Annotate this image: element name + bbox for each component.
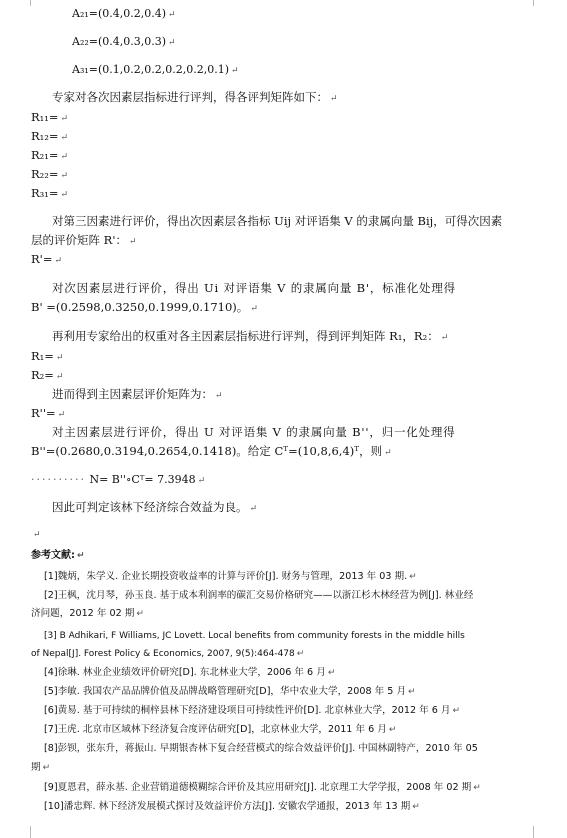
third-factor-line-1 [52,214,502,228]
reference-item [44,571,417,583]
reference-text: [9]夏恩君，薛永基. 企业营销道德模糊综合评价及其应用研究[J]. 北京理工大学学报，2008 年 02 期 [44,782,472,793]
matrix-label: R₂₂= [31,167,59,181]
paragraph-mark: ↵ [54,256,63,266]
reference-text: 期 [31,762,41,773]
reference-item [44,705,460,717]
equation-a22 [72,35,176,50]
matrix-label: R₁= [31,349,54,363]
reference-text: [7]王虎. 北京市区域林下经济复合度评估研究[D]，北京林业大学，2011 年 6 月 [44,724,387,735]
reference-text: [6]黄易. 基于可持续的桐梓县林下经济建设项目可持续性评价[D]. 北京林业大学，2012 年 6 月 [44,705,451,716]
formula-line [31,473,205,488]
reference-text: [2]王枫，沈月琴，孙玉良. 基于成本利润率的碳汇交易价格研究——以浙江杉木林经营为例[J]. 林业经 [44,590,474,601]
reference-item [44,724,396,736]
paragraph-text: 对第三因素进行评价，得出次因素层各指标 Uij 对评语集 V 的隶属向量 Bij，可得次因素 [52,214,503,228]
paragraph-text: 再利用专家给出的权重对各主因素层指标进行评判，得到评判矩阵 R₁，R₂： [52,329,439,343]
matrix-r11 [31,110,68,126]
paragraph-mark: ↵ [60,133,69,143]
matrix-r2 [31,368,63,384]
paragraph-mark: ↵ [296,649,305,659]
matrix-r21 [31,148,68,164]
paragraph-mark: ↵ [250,304,258,314]
equation-a31 [72,63,239,78]
matrix-label: R''= [31,406,56,420]
paragraph-mark: ↵ [249,504,258,514]
paragraph-mark: ↵ [231,66,239,76]
reference-item [44,782,481,794]
secondary-eval-line-2 [31,300,258,316]
paragraph-text: B' =(0.2598,0.3250,0.1999,0.1710)。 [31,300,249,314]
expert-intro-paragraph [52,90,338,106]
paragraph-text: 对主因素层进行评价，得出 U 对评语集 V 的隶属向量 B''，归一化处理得 [52,425,456,439]
third-factor-line-2 [31,233,137,249]
reference-text: [1]魏炳，朱学义. 企业长期投资收益率的计算与评价[J]. 财务与管理，2013 年 03 期. [44,571,408,582]
matrix-r1 [31,349,63,365]
paragraph-mark: ↵ [128,237,137,247]
reference-text: [10]潘忠辉. 林下经济发展模式探讨及效益评价方法[J]. 安徽农学通报，2013 年 13 期 [44,801,411,812]
equation-text: A₃₁=(0.1,0.2,0.2,0.2,0.2,0.1) [72,63,230,76]
reuse-paragraph [52,329,448,345]
paragraph-text: 对次因素层进行评价，得出 Ui 对评语集 V 的隶属向量 B'，标准化处理得 [52,281,456,295]
references-title: 参考文献: [31,550,75,561]
paragraph-mark: ↵ [60,152,69,162]
reference-item [44,590,473,602]
matrix-r-prime [31,252,62,268]
paragraph-mark: ↵ [42,763,51,773]
paragraph-mark: ↵ [60,171,69,181]
paragraph-mark: ↵ [60,190,69,200]
reference-item [44,630,465,642]
matrix-label: R₁₁= [31,110,59,124]
reference-item-continued [31,608,144,620]
reference-text: [5]李敏. 我国农产品品牌价值及品牌战略管理研究[D]，华中农业大学，2008 年 5 月 [44,686,407,697]
reference-text: [8]彭钡，张东升，蒋振山. 早期银杏林下复合经营模式的综合效益评价[J]. 中国林副特产，2010 年 05 [44,743,478,754]
reference-item [44,667,335,679]
paragraph-mark: ↵ [197,476,206,486]
paragraph-mark: ↵ [55,353,64,363]
paragraph-mark: ↵ [452,706,461,716]
paragraph-mark: ↵ [327,668,336,678]
equation-text: A₂₁=(0.4,0.2,0.4) [72,7,167,20]
paragraph-mark: ↵ [384,448,392,458]
secondary-eval-line-1 [52,281,456,295]
paragraph-mark: ↵ [412,802,420,812]
paragraph-mark: ↵ [57,410,66,420]
reference-item-continued [31,648,304,660]
main-matrix-intro [52,387,223,403]
reference-item [44,743,478,755]
page-corner-top-left [24,0,31,6]
matrix-r-double [31,406,65,422]
references-heading [31,549,85,563]
matrix-label: R₂= [31,368,54,382]
paragraph-mark: ↵ [440,333,449,343]
conclusion-paragraph [52,500,257,516]
reference-text: 济问题，2012 年 02 期 [31,608,135,619]
reference-item-continued [31,762,50,774]
matrix-r31 [31,186,68,202]
paragraph-text: 层的评价矩阵 R'： [31,233,127,247]
paragraph-mark: ↵ [33,530,41,540]
paragraph-mark: ↵ [55,372,64,382]
paragraph-mark: ↵ [408,687,416,697]
empty-paragraph [31,526,41,542]
reference-item [44,801,420,813]
formula-leader-dots: ·········· [31,473,86,486]
paragraph-mark: ↵ [168,10,176,20]
reference-item [44,686,416,698]
paragraph-mark: ↵ [409,572,417,582]
matrix-r12 [31,129,68,145]
page-corner-bottom-left [24,826,31,838]
matrix-label: R'= [31,252,53,266]
paragraph-mark: ↵ [388,725,397,735]
paragraph-mark: ↵ [473,783,481,793]
equation-a21 [72,7,176,22]
equation-text: A₂₂=(0.4,0.3,0.3) [72,35,167,48]
paragraph-text: 专家对各次因素层指标进行评判，得各评判矩阵如下： [52,90,328,104]
paragraph-mark: ↵ [136,609,144,619]
paragraph-text: 进而得到主因素层评价矩阵为： [52,387,213,401]
matrix-r22 [31,167,68,183]
reference-text: of Nepal[J]. Forest Policy & Economics, 2007, 9(5):464-478 [31,649,295,659]
main-eval-line-2 [31,444,392,460]
page-corner-top-right [533,0,540,6]
paragraph-mark: ↵ [215,391,223,401]
main-eval-line-1 [52,425,455,439]
reference-text: [4]徐琳. 林业企业绩效评价研究[D]. 东北林业大学，2006 年 6 月 [44,667,326,678]
formula-text: N= B''∘Cᵀ= 7.3948 [89,473,196,486]
paragraph-text: B''=(0.2680,0.3194,0.2654,0.1418)。给定 Cᵀ=(10,8,6,4)ᵀ，则 [31,444,383,458]
matrix-label: R₁₂= [31,129,59,143]
paragraph-mark: ↵ [168,38,176,48]
paragraph-mark: ↵ [77,551,85,561]
matrix-label: R₃₁= [31,186,59,200]
paragraph-text: 因此可判定该林下经济综合效益为良。 [52,500,248,514]
paragraph-mark: ↵ [330,94,338,104]
page-corner-bottom-right [533,826,540,838]
reference-text: [3] B Adhikari, F Williams, JC Lovett. Local benefits from community forests in the middle hills [44,631,465,641]
matrix-label: R₂₁= [31,148,59,162]
paragraph-mark: ↵ [60,114,69,124]
